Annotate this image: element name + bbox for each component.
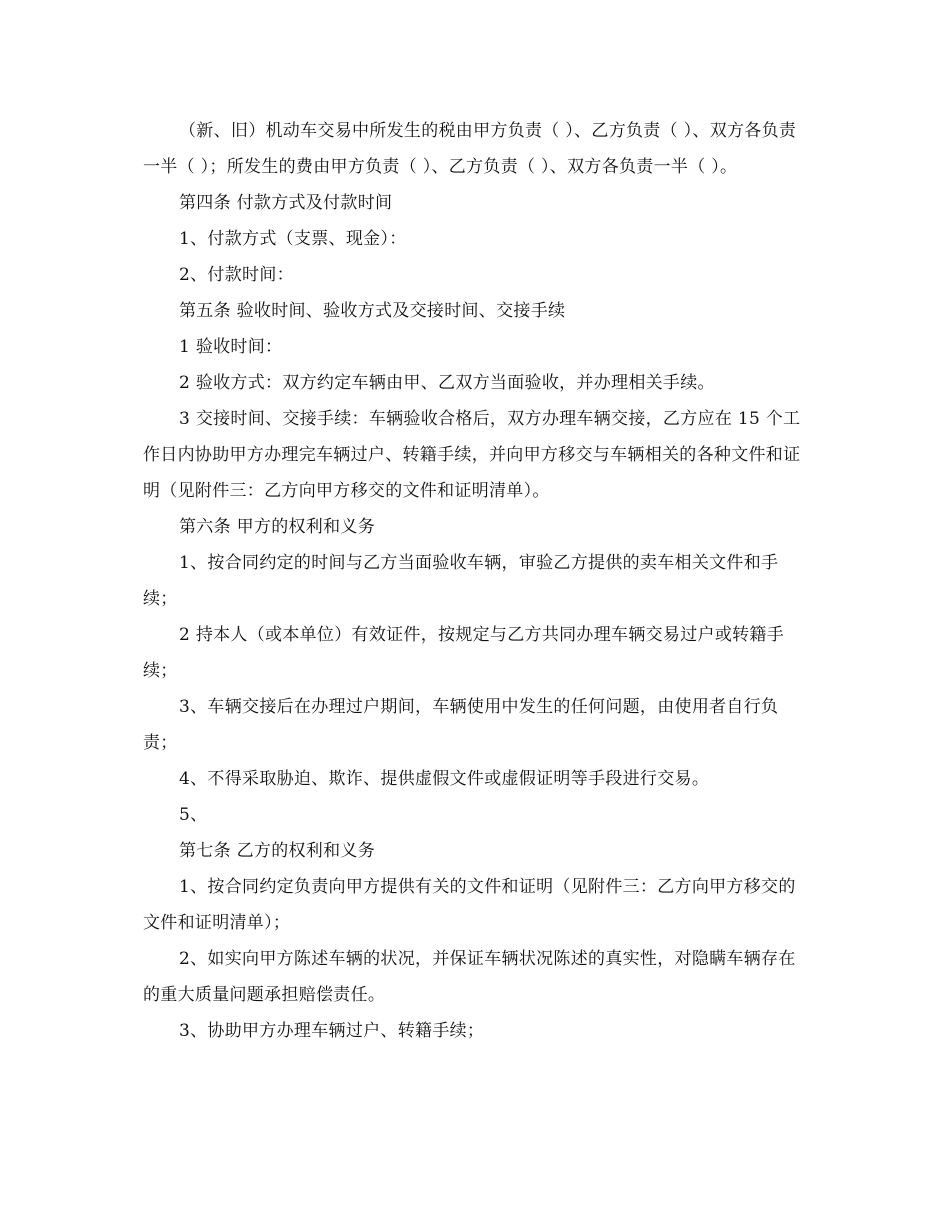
paragraph-party-b-3: 3、协助甲方办理车辆过户、转籍手续；: [179, 1021, 485, 1041]
paragraph-party-b-1: 1、按合同约定负责向甲方提供有关的文件和证明（见附件三：乙方向甲方移交的文件和证明清单）；: [143, 877, 796, 933]
heading-article-7: 第七条 乙方的权利和义务: [179, 841, 376, 861]
paragraph-party-b-2: 2、如实向甲方陈述车辆的状况，并保证车辆状况陈述的真实性，对隐瞒车辆存在的重大质量问题承担赔偿责任。: [143, 949, 796, 1005]
paragraph-payment-time: 2、付款时间：: [179, 265, 294, 285]
document-body: [143, 113, 808, 1049]
paragraph-tax-responsibility: （新、旧）机动车交易中所发生的税由甲方负责（ ）、乙方负责（ ）、双方各负责一半（ ）；所发生的费由甲方负责（ ）、乙方负责（ ）、双方各负责一半（ ）。: [143, 121, 797, 177]
paragraph-party-a-4: 4、不得采取胁迫、欺诈、提供虚假文件或虚假证明等手段进行交易。: [179, 769, 710, 789]
paragraph-inspection-method: 2 验收方式：双方约定车辆由甲、乙双方当面验收，并办理相关手续。: [179, 373, 715, 393]
paragraph-party-a-5: 5、: [179, 805, 208, 825]
heading-article-5: 第五条 验收时间、验收方式及交接时间、交接手续: [179, 301, 566, 321]
heading-article-6: 第六条 甲方的权利和义务: [179, 517, 376, 537]
paragraph-party-a-3: 3、车辆交接后在办理过户期间，车辆使用中发生的任何问题，由使用者自行负责；: [143, 697, 779, 753]
paragraph-handover: 3 交接时间、交接手续：车辆验收合格后，双方办理车辆交接，乙方应在 15 个工作日内协助甲方办理完车辆过户、转籍手续，并向甲方移交与车辆相关的各种文件和证明（见附件三：乙方向甲方移交的文件和证明清单）。: [143, 409, 801, 501]
paragraph-inspection-time: 1 验收时间：: [179, 337, 283, 357]
paragraph-payment-method: 1、付款方式（支票、现金）：: [179, 229, 407, 249]
heading-article-4: 第四条 付款方式及付款时间: [179, 193, 393, 213]
paragraph-party-a-1: 1、按合同约定的时间与乙方当面验收车辆，审验乙方提供的卖车相关文件和手续；: [143, 553, 779, 609]
paragraph-party-a-2: 2 持本人（或本单位）有效证件，按规定与乙方共同办理车辆交易过户或转籍手续；: [143, 625, 785, 681]
